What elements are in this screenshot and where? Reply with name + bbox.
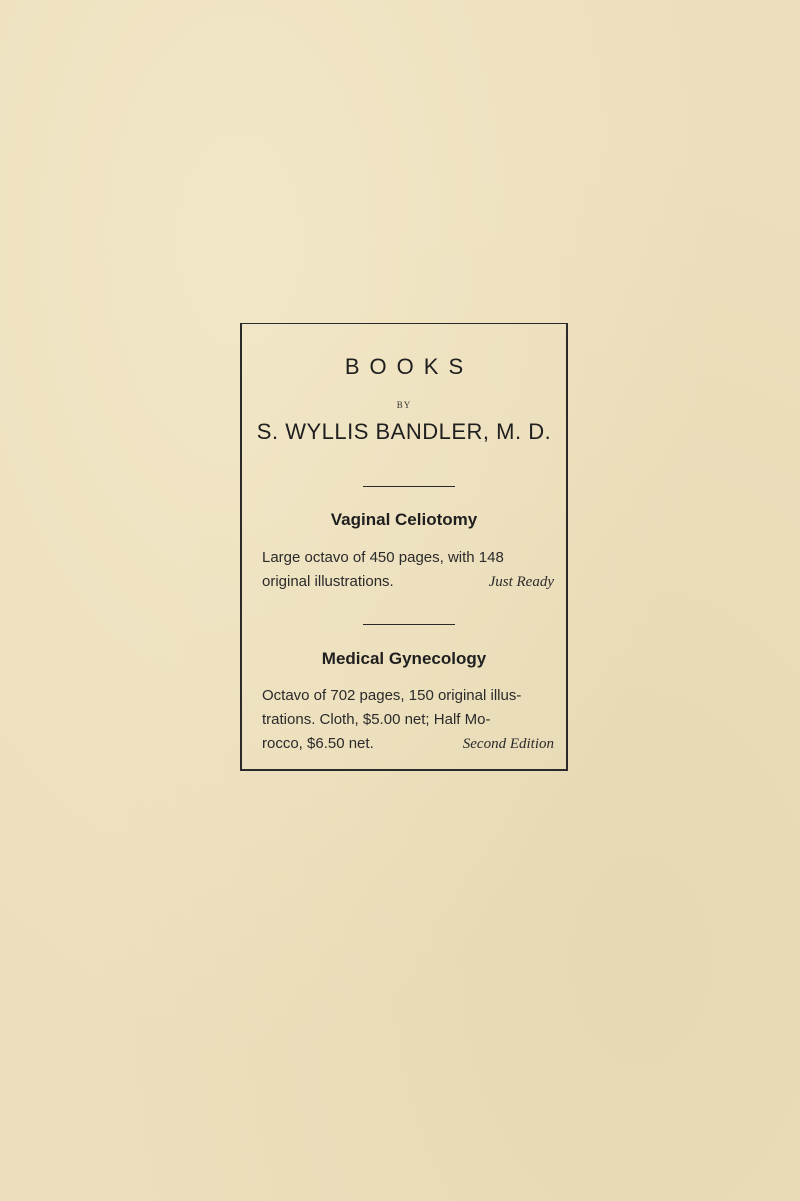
book-description-vaginal-celiotomy <box>262 546 554 594</box>
edition-status: Second Edition <box>462 736 554 752</box>
heading: BOOKS <box>344 354 474 379</box>
description-line: rocco, $6.50 net. Second Edition <box>262 732 554 756</box>
divider <box>363 624 455 625</box>
edition-status: Just Ready <box>488 574 554 590</box>
description-line: trations. Cloth, $5.00 net; Half Mo- <box>262 711 491 728</box>
divider <box>363 486 455 487</box>
book-title-medical-gynecology: Medical Gynecology <box>321 649 487 668</box>
by-label: BY <box>396 400 412 410</box>
book-description-medical-gynecology <box>262 684 554 756</box>
book-title-vaginal-celiotomy: Vaginal Celiotomy <box>330 510 478 529</box>
description-line: Octavo of 702 pages, 150 original illus- <box>262 687 522 704</box>
description-line: original illustrations. Just Ready <box>262 570 554 594</box>
description-line: Large octavo of 450 pages, with 148 <box>262 549 504 566</box>
author-name: S. WYLLIS BANDLER, M. D. <box>256 419 552 444</box>
books-advertisement <box>240 323 568 771</box>
